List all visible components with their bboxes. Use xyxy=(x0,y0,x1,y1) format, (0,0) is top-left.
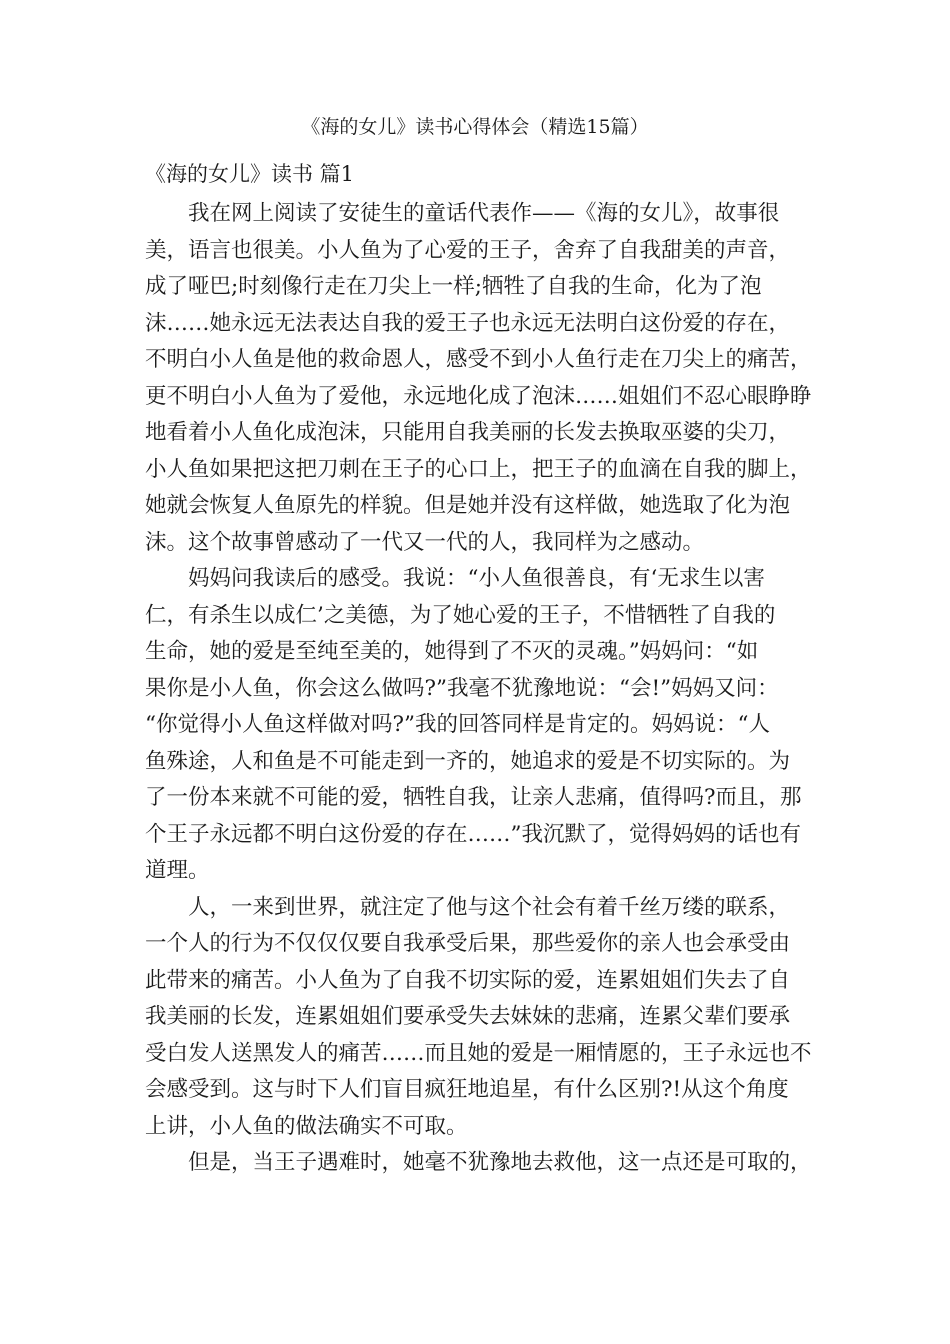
text-line: 此带来的痛苦。小人鱼为了自我不切实际的爱，连累姐姐们失去了自 xyxy=(145,967,791,993)
text-line: 一个人的行为不仅仅仅要自我承受后果，那些爱你的亲人也会承受由 xyxy=(145,931,791,956)
text-line: 仁，有杀生以成仁’之美德，为了她心爱的王子，不惜牺牲了自我的 xyxy=(145,602,776,628)
text-line: “你觉得小人鱼这样做对吗?”我的回答同样是肯定的。妈妈说：“人 xyxy=(145,712,771,737)
text-line: 会感受到。这与时下人们盲目疯狂地追星，有什么区别?!从这个角度 xyxy=(145,1077,789,1102)
text-line: 地看着小人鱼化成泡沫，只能用自我美丽的长发去换取巫婆的尖刀， xyxy=(145,420,791,445)
text-line: 道理。 xyxy=(145,858,210,883)
document-title: 《海的女儿》读书心得体会（精选15篇） xyxy=(301,116,649,138)
text-line: 成了哑巴;时刻像行走在刀尖上一样;牺牲了自我的生命，化为了泡 xyxy=(145,274,762,299)
text-line: 生命，她的爱是至纯至美的，她得到了不灭的灵魂。”妈妈问：“如 xyxy=(145,639,759,664)
paragraph xyxy=(145,890,835,1146)
text-line: 我美丽的长发，连累姐姐们要承受失去妹妹的悲痛，连累父辈们要承 xyxy=(145,1004,791,1029)
text-line: 果你是小人鱼，你会这么做吗?”我毫不犹豫地说：“会!”妈妈又问： xyxy=(145,675,779,701)
paragraph xyxy=(145,196,835,561)
text-line: 小人鱼如果把这把刀刺在王子的心口上，把王子的血滴在自我的脚上， xyxy=(145,456,812,482)
text-line: 我在网上阅读了安徒生的童话代表作——《海的女儿》，故事很 xyxy=(188,201,780,226)
text-line: 鱼殊途，人和鱼是不可能走到一齐的，她追求的爱是不切实际的。为 xyxy=(145,748,791,774)
document-body xyxy=(145,196,835,1182)
text-line: 上讲，小人鱼的做法确实不可取。 xyxy=(145,1113,468,1139)
text-line: 个王子永远都不明白这份爱的存在……”我沉默了，觉得妈妈的话也有 xyxy=(145,821,801,847)
text-line: 人，一来到世界，就注定了他与这个社会有着千丝万缕的联系， xyxy=(188,894,791,920)
text-line: 美，语言也很美。小人鱼为了心爱的王子，舍弃了自我甜美的声音， xyxy=(145,237,791,263)
text-line: 受白发人送黑发人的痛苦……而且她的爱是一厢情愿的，王子永远也不 xyxy=(145,1040,812,1066)
section-heading: 《海的女儿》读书 篇1 xyxy=(145,162,355,186)
text-line: 不明白小人鱼是他的救命恩人，感受不到小人鱼行走在刀尖上的痛苦， xyxy=(145,347,812,372)
paragraph xyxy=(145,561,835,890)
text-line: 但是，当王子遇难时，她毫不犹豫地去救他，这一点还是可取的， xyxy=(188,1150,812,1175)
paragraph xyxy=(145,1145,835,1182)
text-line: 更不明白小人鱼为了爱他，永远地化成了泡沫……姐姐们不忍心眼睁睁 xyxy=(145,383,812,409)
text-line: 沫……她永远无法表达自我的爱王子也永远无法明白这份爱的存在， xyxy=(145,310,791,336)
text-line: 了一份本来就不可能的爱，牺牲自我，让亲人悲痛，值得吗?而且，那 xyxy=(145,785,802,810)
text-line: 沫。这个故事曾感动了一代又一代的人，我同样为之感动。 xyxy=(145,529,705,555)
text-line: 妈妈问我读后的感受。我说：“小人鱼很善良，有‘无求生以害 xyxy=(188,566,765,591)
text-line: 她就会恢复人鱼原先的样貌。但是她并没有这样做，她选取了化为泡 xyxy=(145,493,791,518)
